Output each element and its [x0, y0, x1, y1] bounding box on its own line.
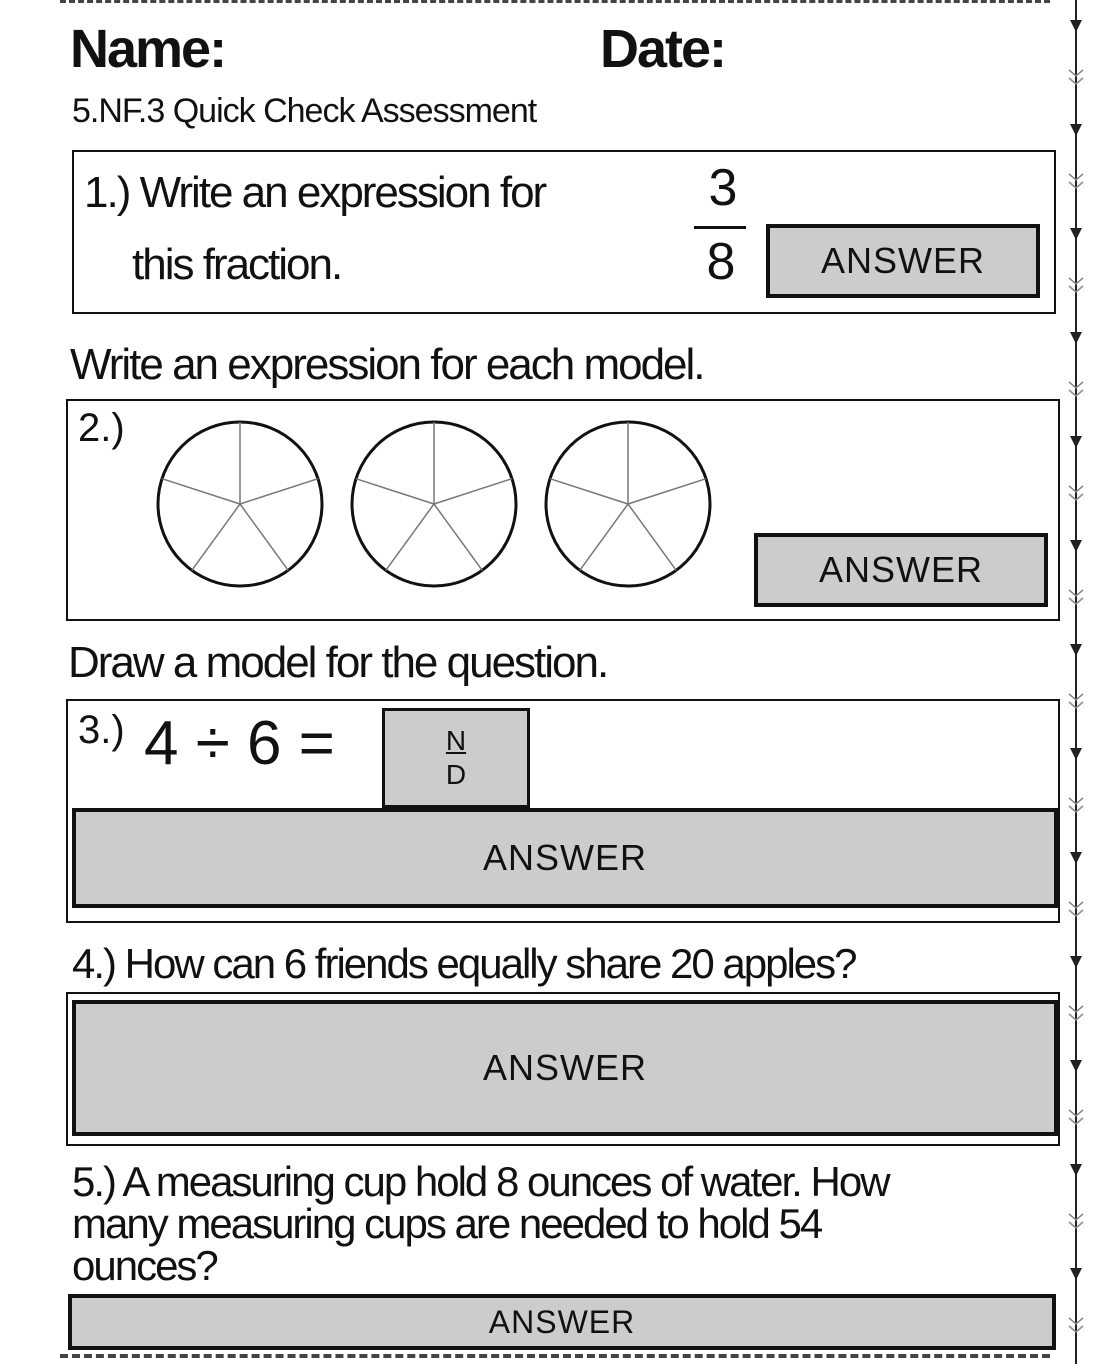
question-2-number: 2.)	[78, 406, 125, 450]
fraction-circle-models	[150, 414, 720, 594]
arrow-icon	[1070, 956, 1082, 968]
assessment-title: 5.NF.3 Quick Check Assessment	[72, 92, 537, 130]
bottom-border	[60, 1354, 1050, 1363]
question-5-line1: 5.) A measuring cup hold 8 ounces of water. How	[72, 1158, 889, 1205]
question-3-answer[interactable]: ANSWER	[72, 808, 1058, 908]
fraction-numerator: 3	[708, 159, 738, 217]
arrow-icon	[1070, 20, 1082, 32]
question-1-line1	[84, 168, 545, 218]
fraction-circle	[352, 422, 516, 586]
fraction-circle-divider	[628, 479, 706, 504]
section-3-heading: Draw a model for the question.	[68, 638, 608, 687]
question-3-number: 3.)	[78, 708, 125, 752]
question-5-line3: ounces?	[72, 1242, 217, 1289]
right-arrow-border	[1062, 0, 1109, 1364]
question-1-number: 1.)	[84, 168, 130, 217]
fraction-denominator: 8	[706, 233, 736, 291]
arrow-icon	[1070, 1060, 1082, 1072]
left-arrow-border	[0, 0, 34, 1364]
fraction-circle-divider	[192, 504, 240, 570]
fraction-circle-divider	[240, 504, 288, 570]
fraction-circle	[158, 422, 322, 586]
question-1-prompt: Write an expression for	[139, 168, 546, 217]
fraction-circle-divider	[434, 479, 512, 504]
numerator-placeholder: N	[445, 725, 467, 756]
fraction-circle-divider	[162, 479, 240, 504]
fraction-circle-divider	[550, 479, 628, 504]
question-4-answer[interactable]: ANSWER	[72, 1000, 1058, 1136]
section-2-heading: Write an expression for each model.	[70, 340, 704, 389]
arrow-icon	[1070, 852, 1082, 864]
arrow-icon	[1070, 1164, 1082, 1176]
fraction-circle-divider	[628, 504, 676, 570]
fraction-circle-divider	[240, 479, 318, 504]
top-border	[60, 0, 1050, 8]
question-4-text: 4.) How can 6 friends equally share 20 apples?	[72, 940, 856, 987]
fraction-bar	[694, 226, 746, 229]
arrow-icon	[1070, 748, 1082, 760]
question-5-answer[interactable]: ANSWER	[68, 1294, 1056, 1350]
arrow-icon	[1070, 228, 1082, 240]
name-label: Name:	[70, 19, 226, 79]
arrow-icon	[1070, 332, 1082, 344]
fraction-circle-divider	[356, 479, 434, 504]
question-5-line2: many measuring cups are needed to hold 54	[72, 1200, 822, 1247]
numerator-denominator-box[interactable]	[382, 708, 530, 808]
fraction-circle	[546, 422, 710, 586]
denominator-placeholder: D	[445, 759, 467, 790]
fraction-circle-divider	[434, 504, 482, 570]
arrow-icon	[1070, 644, 1082, 656]
question-3-expression: 4 ÷ 6 =	[144, 709, 335, 778]
fraction-circle-divider	[580, 504, 628, 570]
arrow-icon	[1070, 124, 1082, 136]
question-1-answer[interactable]: ANSWER	[766, 224, 1040, 298]
date-label: Date:	[600, 19, 726, 79]
question-1-line2: this fraction.	[132, 240, 342, 289]
arrow-icon	[1070, 436, 1082, 448]
arrow-icon	[1070, 540, 1082, 552]
arrow-icon	[1070, 1268, 1082, 1280]
question-2-answer[interactable]: ANSWER	[754, 533, 1048, 607]
fraction-circle-divider	[386, 504, 434, 570]
